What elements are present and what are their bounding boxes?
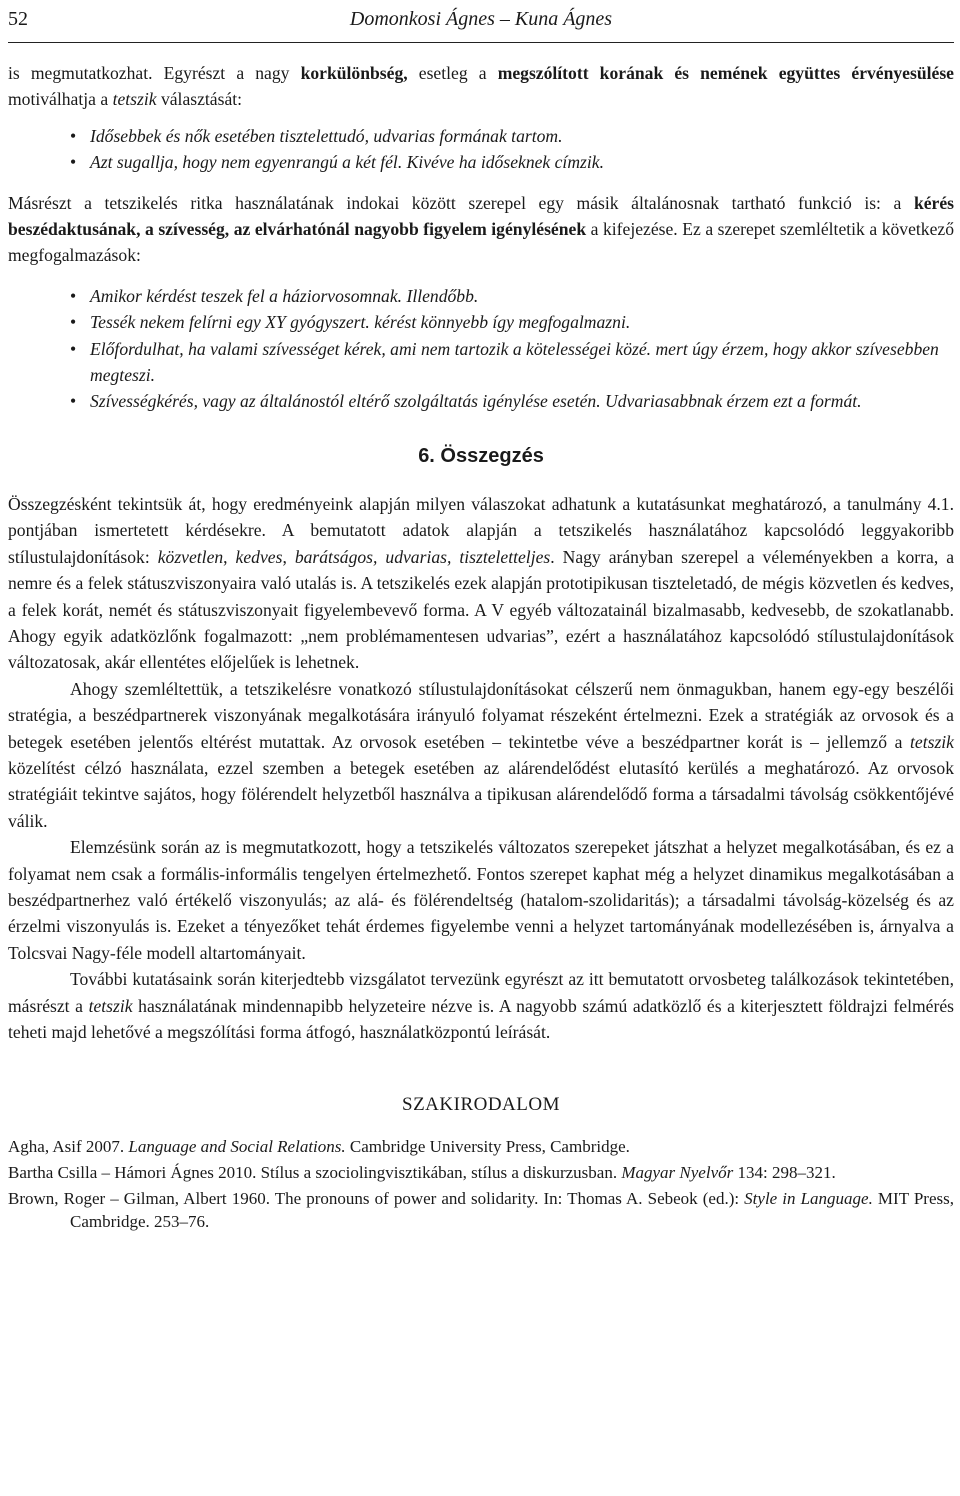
page-header [8, 4, 954, 34]
page-number: 52 [8, 8, 28, 30]
references-heading: SZAKIRODALOM [402, 1094, 560, 1116]
list-item: • Azt sugallja, hogy nem egyenrangú a két fél. Kivéve ha időseknek címzik. [8, 149, 954, 175]
reference-item: Bartha Csilla – Hámori Ágnes 2010. Stílus a szociolingvisztikában, stílus a diskurzusban. Magyar Nyelvőr 134: 298–321. [8, 1163, 836, 1183]
summary-paragraph-4: További kutatásaink során kiterjedtebb vizsgálatot tervezünk egyrészt az itt bemutatott orvosbeteg találkozások tekintetében, másrészt a tetszik használatának mindennapibb helyzeteire nézve is. A nagyobb számú adatközlő és a kiterjesztett földrajzi felmérés teheti majd lehetővé a megszólítási forma átfogó, használatközpontú leírását. [8, 969, 954, 1042]
summary-paragraph-1: Összegzésként tekintsük át, hogy eredményeink alapján milyen válaszokat adhatunk a kutatásunkat meghatározó, a tanulmány 4.1. pontjában ismertetett kérdésekre. A bemutatott adatok alapján a tetszikelés használatához kapcsolódó leggyakoribb stílustulajdonítások: közvetlen, kedves, barátságos, udvarias, tiszteletteljes. Nagy arányban szerepel a véleményekben a korra, a nemre és a felek státuszviszonyaira való utalás is. A tetszikelés ezek alapján prototipikusan tiszteletadó, de mégis közvetlen és kedves, a felek korát, nemét és státuszviszonyait figyelembevevő forma. A V egyéb változatainál bizalmasabb, kedvesebb, de szokatlanabb. Ahogy egyik adatközlőnk fogalmazott: „nem problémamentesen udvarias”, ezért a használatához kapcsolódó stílustulajdonítások változatosak, akár ellentétes előjelűek is lehetnek. [8, 493, 954, 673]
page-body [8, 60, 954, 1236]
list-item: • Előfordulhat, ha valami szívességet kérek, ami nem tartozik a kötelességei közé. mert úgy érzem, hogy akkor szívesebben megteszi. [8, 336, 954, 389]
reference-item: Brown, Roger – Gilman, Albert 1960. The pronouns of power and solidarity. In: Thomas A. Sebeok (ed.): Style in Language. MIT Press, Cambridge. 253–76. [8, 1189, 954, 1232]
summary-paragraph-2: Ahogy szemléltettük, a tetszikelésre vonatkozó stílustulajdonításokat célszerű nem önmagukban, hanem egy-egy beszélői stratégia, a beszédpartnerek viszonyának megalkotására irányuló folyamat részeként értelmezni. Ezek a stratégiák az orvosok és a betegek esetében jelentős eltérést mutattak. Az orvosok esetében – tekintetbe véve a beszédpartner korát is – jellemző a tetszik közelítést célzó használata, ezzel szemben a betegek esetében az alárendelődést elutasító kerülés a meghatározó. Az orvosok stratégiáit tekintve sajátos, hogy fölérendelt helyzetből használva a tipikusan alárendelődő forma a társadalmi távolság csökkentőjévé válik. [8, 678, 954, 831]
section-heading: 6. Összegzés [418, 444, 544, 467]
quote-list-2 [8, 283, 954, 415]
header-rule [8, 42, 954, 43]
running-title: Domonkosi Ágnes – Kuna Ágnes [349, 8, 613, 30]
body-paragraph: Másrészt a tetszikelés ritka használatának indokai között szerepel egy másik általánosnak tartható funkció is: a kérés beszédaktusának, a szívesség, az elvárhatónál nagyobb figyelem igénylésének a kifejezése. Ez a szerepet szemléltetik a következő megfogalmazások: [8, 192, 954, 266]
quote-list-1 [8, 123, 954, 176]
reference-item: Agha, Asif 2007. Language and Social Relations. Cambridge University Press, Cambridge. [8, 1137, 630, 1157]
list-item: • Idősebbek és nők esetében tisztelettudó, udvarias formának tartom. [8, 123, 954, 149]
list-item: • Szívességkérés, vagy az általánostól eltérő szolgáltatás igénylése esetén. Udvariasabbnak érzem ezt a formát. [8, 388, 954, 414]
intro-paragraph: is megmutatkozhat. Egyrészt a nagy korkülönbség, esetleg a megszólított korának és nemének együttes érvényesülése motiválhatja a tetszik választását: [8, 63, 954, 110]
list-item: • Amikor kérdést teszek fel a háziorvosomnak. Illendőbb. [8, 283, 954, 309]
references-list [8, 1135, 954, 1233]
summary-paragraph-3: Elemzésünk során az is megmutatkozott, hogy a tetszikelés változatos szerepeket játszhat a helyzet megalkotásában, és ez a folyamat nem csak a formális-informális tengelyen értelmezhető. Fontos szerepet kaphat még a helyzet dinamikus megalkotásában a beszédpartnerhez való értékelő viszonyulás; az alá- és fölérendeltség (hatalom-szolidaritás); a társadalmi távolság-közelség és az érzelmi viszonyulás is. Ezeket a tényezőket tehát érdemes figyelembe venni a helyzet tartományának modellezésében is, árnyalva a Tolcsvai Nagy-féle modell altartományait. [8, 837, 954, 963]
list-item: • Tessék nekem felírni egy XY gyógyszert. kérést könnyebb így megfogalmazni. [8, 309, 954, 335]
